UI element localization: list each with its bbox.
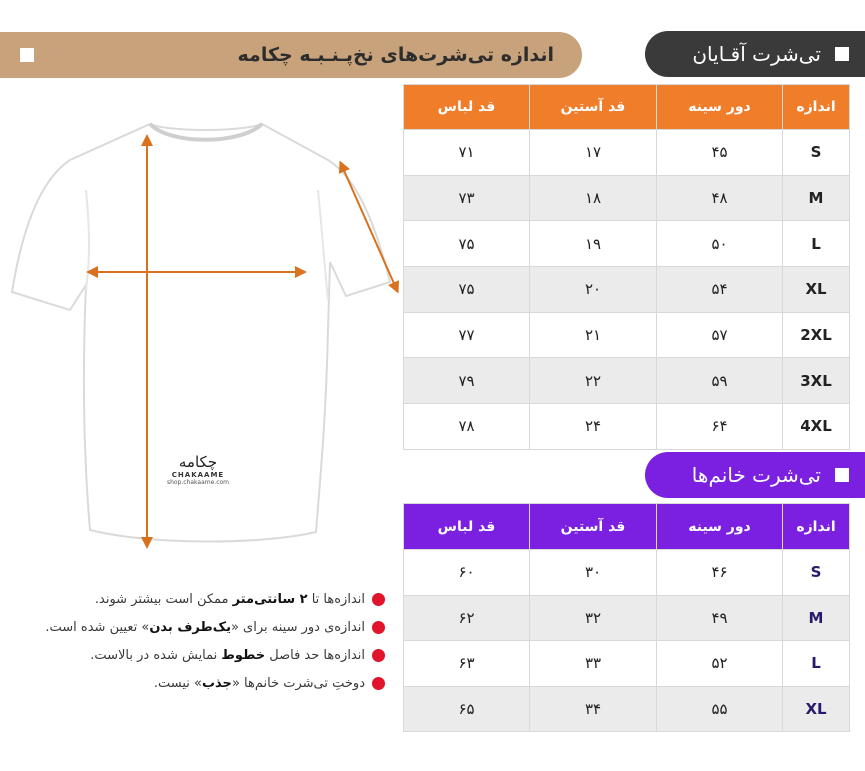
size-cell: 3XL xyxy=(783,358,850,404)
size-cell: XL xyxy=(783,686,850,732)
measure-cell: ۴۹ xyxy=(657,595,783,641)
column-header: دور سینه xyxy=(657,85,783,130)
measure-cell: ۷۷ xyxy=(404,312,530,358)
measure-cell: ۷۸ xyxy=(404,404,530,450)
notes-list xyxy=(20,585,385,697)
title-banner xyxy=(0,32,582,78)
tshirt-illustration xyxy=(0,110,400,555)
men-heading: تی‌شرت آقـایان xyxy=(692,42,821,66)
page-title: اندازه تی‌شرت‌های نخ‌پـنـبـه چکامه xyxy=(237,44,554,66)
size-cell: L xyxy=(783,221,850,267)
measure-cell: ۵۹ xyxy=(657,358,783,404)
size-cell: 4XL xyxy=(783,404,850,450)
note-item xyxy=(20,585,385,613)
size-cell: M xyxy=(783,595,850,641)
measure-cell: ۴۶ xyxy=(657,550,783,596)
measure-cell: ۱۸ xyxy=(530,175,657,221)
measure-cell: ۲۲ xyxy=(530,358,657,404)
column-header: قد لباس xyxy=(404,504,530,550)
size-cell: L xyxy=(783,641,850,687)
column-header: دور سینه xyxy=(657,504,783,550)
measure-cell: ۷۵ xyxy=(404,267,530,313)
measure-cell: ۶۰ xyxy=(404,550,530,596)
table-row xyxy=(404,130,850,176)
bullet-dot-icon xyxy=(372,621,385,634)
measure-cell: ۶۲ xyxy=(404,595,530,641)
column-header: قد آستین xyxy=(530,85,657,130)
measure-cell: ۳۰ xyxy=(530,550,657,596)
table-row xyxy=(404,595,850,641)
measure-cell: ۵۴ xyxy=(657,267,783,313)
measure-cell: ۷۱ xyxy=(404,130,530,176)
measure-cell: ۶۵ xyxy=(404,686,530,732)
measure-cell: ۱۷ xyxy=(530,130,657,176)
column-header: قد آستین xyxy=(530,504,657,550)
note-text: اندازه‌ها تا ۲ سانتی‌متر ممکن است بیشتر شوند. xyxy=(94,591,365,607)
size-cell: XL xyxy=(783,267,850,313)
measure-cell: ۷۵ xyxy=(404,221,530,267)
measure-cell: ۴۸ xyxy=(657,175,783,221)
measure-cell: ۵۷ xyxy=(657,312,783,358)
bullet-dot-icon xyxy=(372,649,385,662)
size-cell: S xyxy=(783,130,850,176)
square-bullet-icon xyxy=(835,468,849,482)
table-row xyxy=(404,267,850,313)
men-banner xyxy=(645,31,865,77)
measure-cell: ۷۹ xyxy=(404,358,530,404)
bullet-dot-icon xyxy=(372,677,385,690)
table-row xyxy=(404,550,850,596)
table-header-row xyxy=(404,85,850,130)
measure-cell: ۱۹ xyxy=(530,221,657,267)
table-row xyxy=(404,221,850,267)
note-item xyxy=(20,613,385,641)
table-row xyxy=(404,358,850,404)
women-size-table xyxy=(403,503,850,732)
measure-cell: ۵۰ xyxy=(657,221,783,267)
measure-cell: ۷۳ xyxy=(404,175,530,221)
men-size-table xyxy=(403,84,850,450)
note-text: اندازه‌ی دور سینه برای «یک‌طرف بدن» تعیین شده است. xyxy=(45,619,365,635)
note-text: دوختِ تی‌شرت خانم‌ها «جذب» نیست. xyxy=(153,675,365,691)
logo-name-fa: چکامه xyxy=(178,453,218,471)
note-text: اندازه‌ها حد فاصل خطوط نمایش شده در بالاست. xyxy=(90,647,365,663)
measure-cell: ۴۵ xyxy=(657,130,783,176)
measure-cell: ۲۴ xyxy=(530,404,657,450)
measure-cell: ۳۴ xyxy=(530,686,657,732)
note-item xyxy=(20,669,385,697)
logo-name-en: CHAKAAME xyxy=(171,471,225,479)
table-row xyxy=(404,686,850,732)
measure-cell: ۲۱ xyxy=(530,312,657,358)
women-heading: تی‌شرت خانم‌ها xyxy=(691,463,821,487)
square-bullet-icon xyxy=(20,48,34,62)
size-cell: 2XL xyxy=(783,312,850,358)
bullet-dot-icon xyxy=(372,593,385,606)
measure-cell: ۶۴ xyxy=(657,404,783,450)
women-banner xyxy=(645,452,865,498)
measure-cell: ۵۲ xyxy=(657,641,783,687)
brand-logo xyxy=(152,453,244,486)
table-row xyxy=(404,641,850,687)
note-item xyxy=(20,641,385,669)
column-header: اندازه xyxy=(783,504,850,550)
measure-cell: ۶۳ xyxy=(404,641,530,687)
column-header: اندازه xyxy=(783,85,850,130)
measure-cell: ۳۲ xyxy=(530,595,657,641)
measure-cell: ۲۰ xyxy=(530,267,657,313)
table-row xyxy=(404,404,850,450)
column-header: قد لباس xyxy=(404,85,530,130)
measure-cell: ۳۳ xyxy=(530,641,657,687)
square-bullet-icon xyxy=(835,47,849,61)
table-row xyxy=(404,175,850,221)
logo-url: shop.chakaame.com xyxy=(166,479,230,486)
size-cell: S xyxy=(783,550,850,596)
size-cell: M xyxy=(783,175,850,221)
table-row xyxy=(404,312,850,358)
measure-cell: ۵۵ xyxy=(657,686,783,732)
table-header-row xyxy=(404,504,850,550)
